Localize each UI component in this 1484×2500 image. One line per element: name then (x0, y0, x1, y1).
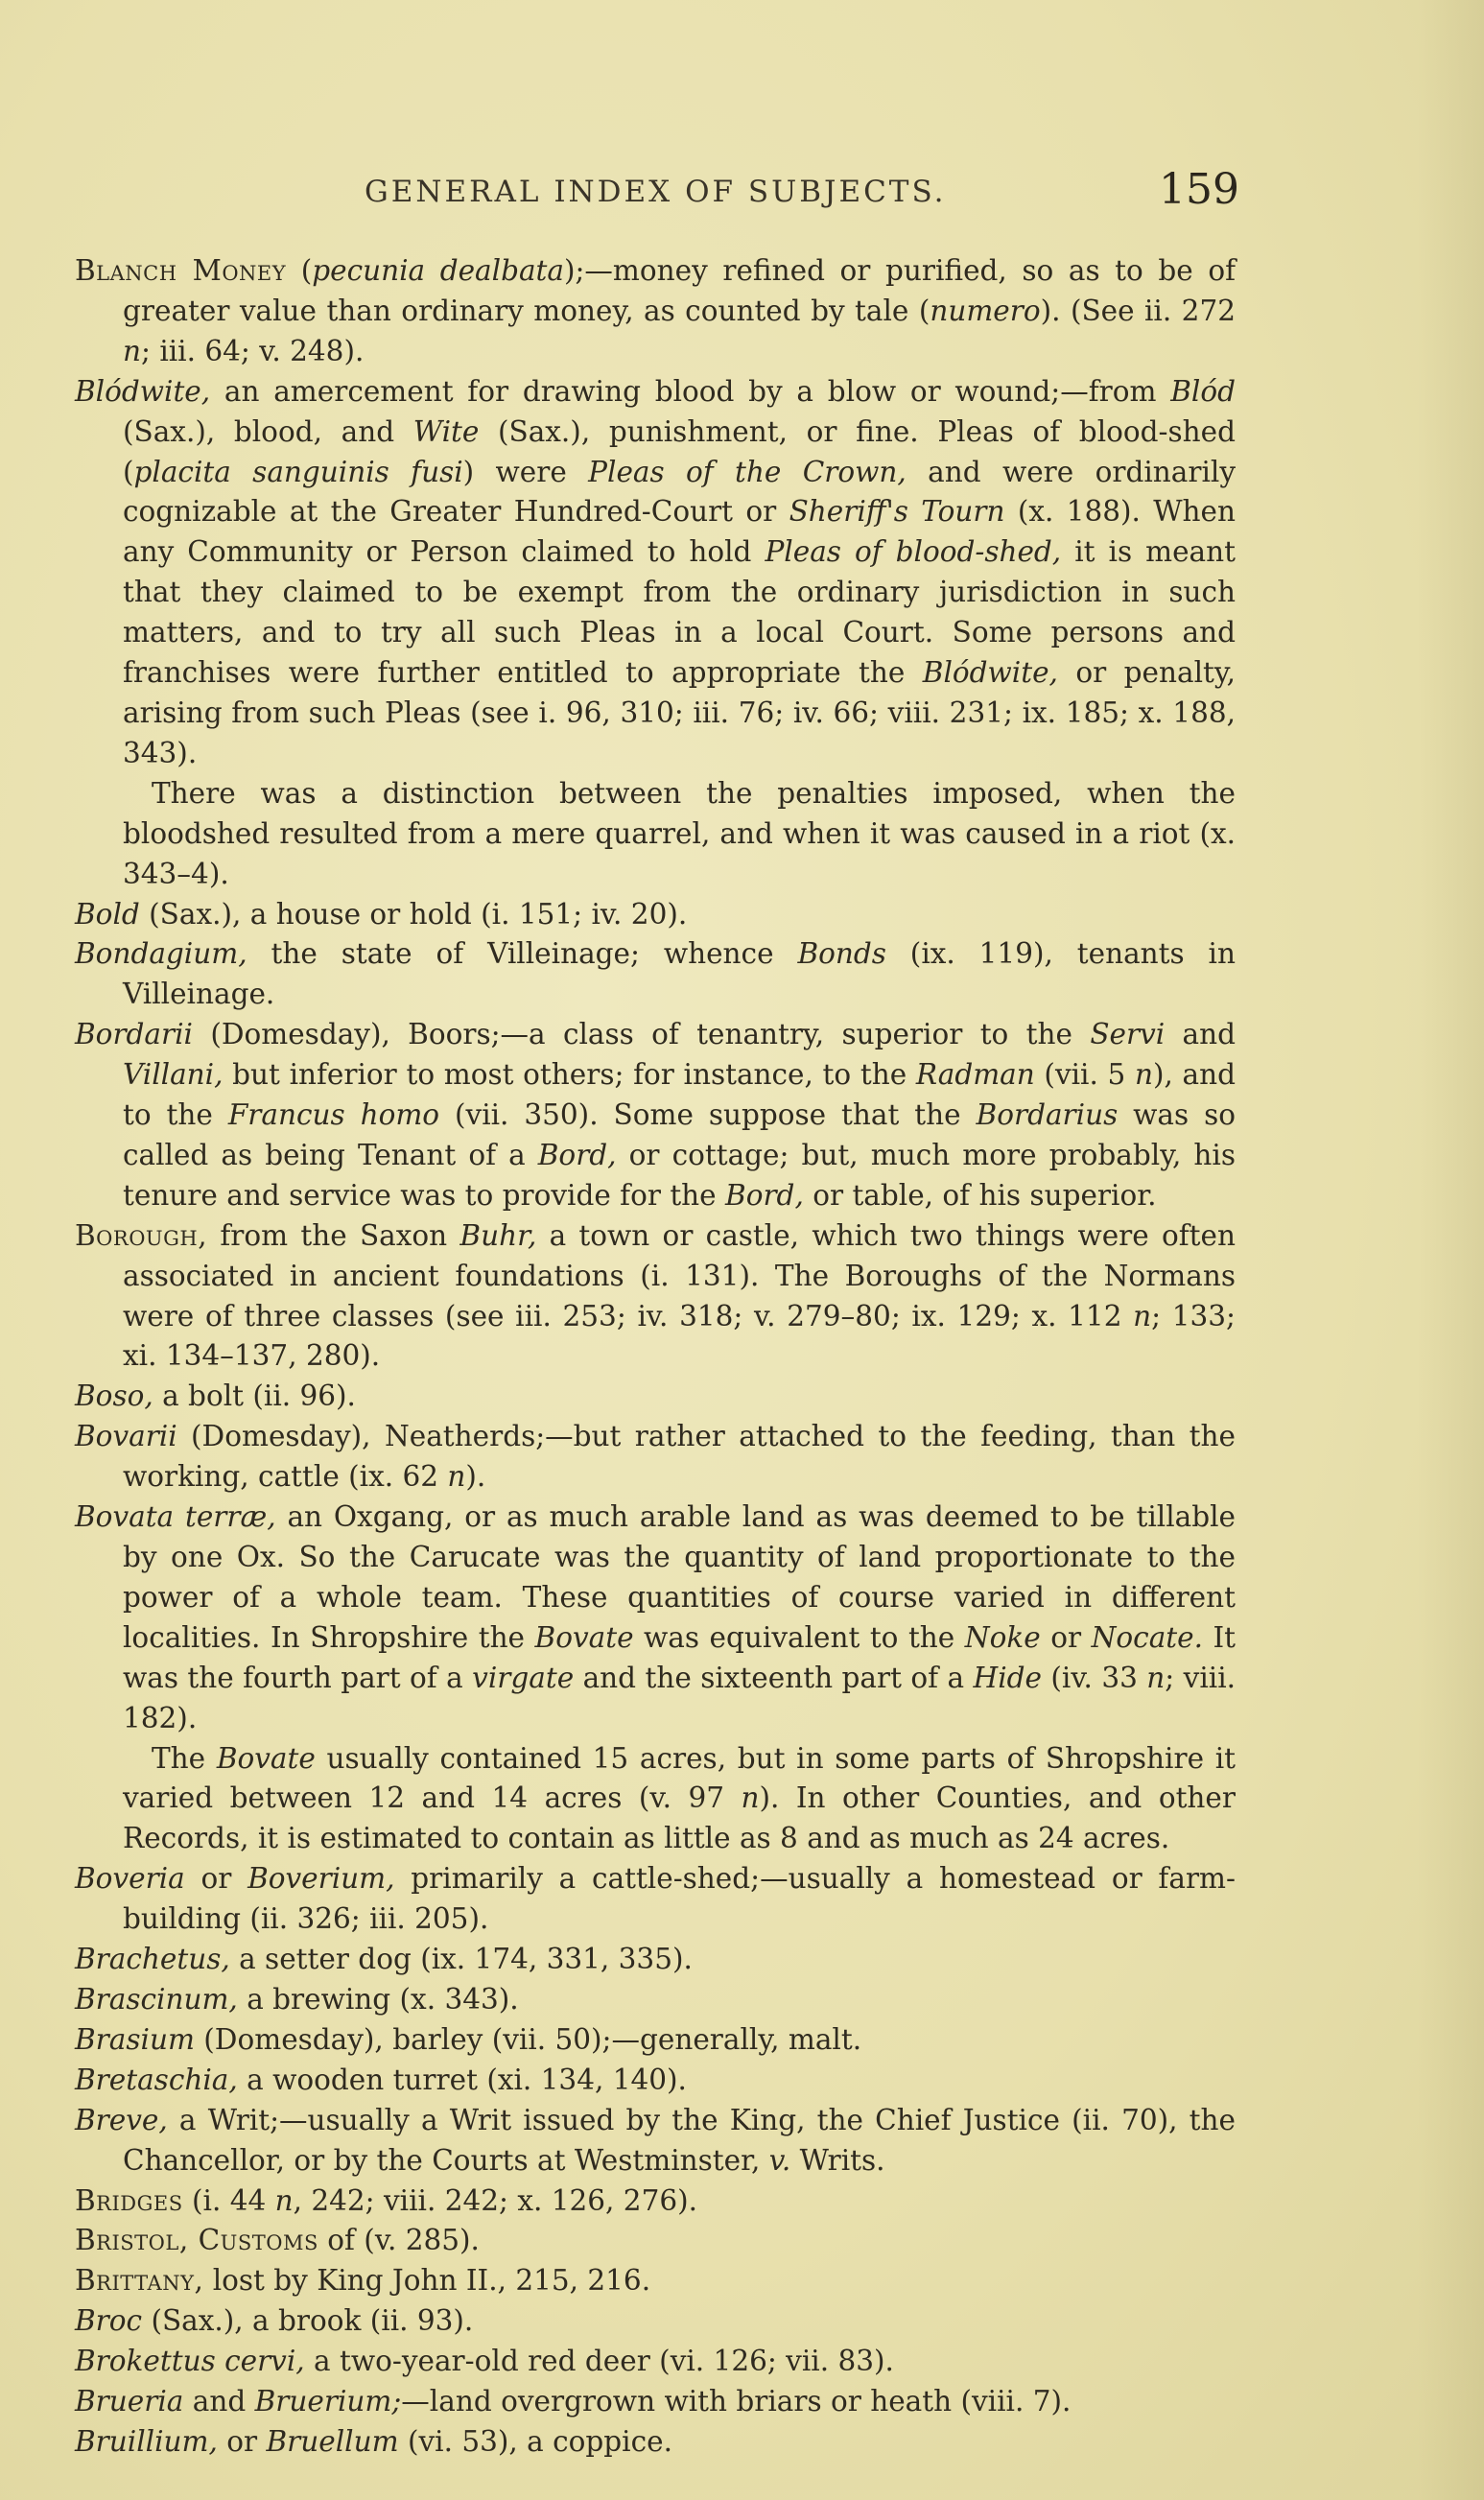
index-text: Bruellum (266, 2424, 399, 2458)
index-text: (Domesday), Boors;—a class of tenantry, superior to the (192, 1018, 1091, 1051)
index-text: ; viii. 182). (123, 1661, 1237, 1734)
index-entry (75, 1417, 1236, 1498)
index-headword: Brasium (75, 2022, 195, 2056)
index-entry (75, 895, 1236, 935)
index-text: Blódwite, (922, 656, 1058, 690)
index-entry (75, 1498, 1236, 1738)
index-text: Bonds (797, 937, 886, 971)
index-headword: Borough, (75, 1218, 208, 1252)
index-headword: Bretaschia, (75, 2063, 238, 2096)
index-text: an Oxgang, or as much arable land as was deemed to be tillable by one Ox. So the Carucate was the quantity of land proportionate to the power of a whole team. These quantities of course varied in different localities. In Shropshire the (123, 1500, 1237, 1654)
index-headword: Boso, (75, 1380, 153, 1413)
index-text: Nocate. (1091, 1620, 1203, 1654)
index-headword: Bovarii (75, 1420, 177, 1453)
index-text: placita sanguinis fusi (133, 455, 463, 488)
index-text: ( (286, 254, 313, 287)
index-text: Bruerium; (254, 2385, 402, 2418)
index-text: a wooden turret (xi. 134, 140). (237, 2063, 687, 2096)
index-text: Pleas of the Crown, (588, 455, 907, 488)
index-text: Francus homo (227, 1098, 440, 1132)
index-text: (Domesday), barley (vii. 50);—generally, malt. (194, 2022, 862, 2056)
index-text: a town or castle, which two things were often associated in ancient foundations (i. 131). The Boroughs of the Normans were of three classes (see iii. 253; iv. 318; v. 279–80; ix. 129; x. 112 (123, 1218, 1236, 1333)
index-entry (75, 2261, 1236, 2301)
running-head: GENERAL INDEX OF SUBJECTS. (365, 175, 947, 209)
index-text: n (1146, 1661, 1166, 1694)
index-text: n (274, 2183, 294, 2217)
index-text: numero (930, 294, 1041, 327)
index-text: The (152, 1741, 217, 1775)
index-text: Bord, (537, 1138, 617, 1171)
index-text: ) were (462, 455, 589, 488)
index-text: (vii. 5 (1034, 1058, 1135, 1092)
index-text: a Writ;—usually a Writ issued by the King, the Chief Justice (ii. 70), the Chancellor, or by the Courts at Westminster, (123, 2103, 1236, 2177)
index-entry-continuation (75, 774, 1236, 895)
index-headword: Boveria (75, 1862, 185, 1896)
index-headword: Blanch Money (75, 254, 287, 287)
index-text: a brewing (x. 343). (237, 1982, 519, 2016)
index-text: (Sax.), punishment, or fine. Pleas of blood-shed ( (123, 414, 1236, 488)
index-text: ). (465, 1460, 486, 1494)
index-text: Sheriff's Tourn (789, 495, 1005, 529)
index-text: or cottage; but, much more probably, his tenure and service was to provide for the (123, 1138, 1236, 1212)
index-entry (75, 1015, 1236, 1216)
page-fold-shadow (1417, 0, 1484, 2500)
index-text: of (v. 285). (318, 2224, 480, 2257)
index-text: (Sax.), a house or hold (i. 151; iv. 20). (139, 897, 688, 931)
index-entry (75, 1377, 1236, 1417)
index-text: );—money refined or purified, so as to be of greater value than ordinary money, as counted by tale ( (123, 254, 1236, 327)
index-entry (75, 2221, 1236, 2261)
index-text: It was the fourth part of a (123, 1620, 1236, 1694)
index-headword: Bovata terræ, (75, 1500, 276, 1534)
index-text: a bolt (ii. 96). (153, 1380, 356, 1413)
index-entry (75, 934, 1236, 1015)
index-text: There was a distinction between the penalties imposed, when the bloodshed resulted from a mere quarrel, and when it was caused in a riot (x. 343–4). (123, 776, 1236, 890)
index-text: primarily a cattle-shed;—usually a homestead or farm-building (ii. 326; iii. 205). (123, 1862, 1236, 1936)
index-text: Villani, (123, 1058, 224, 1092)
index-entry (75, 1859, 1236, 1940)
index-text: Blód (1170, 374, 1236, 408)
index-text: but inferior to most others; for instance, to the (223, 1058, 916, 1092)
index-headword: Blódwite, (75, 374, 211, 408)
index-text: and were ordinarily cognizable at the Greater Hundred-Court or (123, 455, 1236, 529)
index-text: , 242; viii. 242; x. 126, 276). (293, 2183, 697, 2217)
index-text: the state of Villeinage; whence (247, 937, 798, 971)
index-text: and (183, 2385, 255, 2418)
index-headword: Bridges (75, 2183, 183, 2217)
index-headword: Bold (75, 897, 140, 931)
index-text: or (184, 1862, 248, 1896)
index-text: n (447, 1460, 466, 1494)
index-text: and the sixteenth part of a (574, 1661, 974, 1694)
index-headword: Brittany, (75, 2264, 204, 2298)
index-text: Bovate (534, 1620, 634, 1654)
index-text: ). (See ii. 272 (1040, 294, 1236, 327)
index-entries (75, 251, 1236, 2463)
index-text: —land overgrown with briars or heath (viii. 7). (401, 2385, 1072, 2418)
index-text: ). In other Counties, and other Records, it is estimated to contain as little as 8 and as much as 24 acres. (123, 1781, 1236, 1855)
index-text: ; 133; xi. 134–137, 280). (123, 1299, 1236, 1373)
index-entry-continuation (75, 1739, 1236, 1860)
index-text: or table, of his superior. (803, 1178, 1157, 1212)
index-text: from the Saxon (207, 1218, 460, 1252)
index-text: v. (768, 2143, 791, 2177)
index-headword: Brueria (75, 2385, 184, 2418)
index-text: n (741, 1781, 760, 1815)
index-headword: Bondagium, (75, 937, 247, 971)
index-text: Hide (973, 1661, 1042, 1694)
index-text: Boverium, (247, 1862, 395, 1896)
index-headword: Bordarii (75, 1018, 193, 1051)
index-entry (75, 251, 1236, 372)
index-text: or (217, 2424, 267, 2458)
index-headword: Brascinum, (75, 1982, 238, 2016)
index-text: (vi. 53), a coppice. (398, 2424, 672, 2458)
index-text: pecunia dealbata (312, 254, 564, 287)
index-entry (75, 2301, 1236, 2342)
index-text: or penalty, arising from such Pleas (see i. 96, 310; iii. 76; iv. 66; viii. 231; ix. 185; x. 188, 343). (123, 656, 1236, 769)
index-text: (vii. 350). Some suppose that the (439, 1098, 977, 1132)
index-text: (x. 188). When any Community or Person claimed to hold (123, 495, 1236, 569)
index-entry (75, 2342, 1236, 2382)
index-text: (iv. 33 (1041, 1661, 1147, 1694)
index-text: Bordarius (976, 1098, 1119, 1132)
index-headword: Brachetus, (75, 1943, 230, 1976)
index-text: (Sax.), a brook (ii. 93). (142, 2304, 474, 2338)
index-text: Buhr, (459, 1218, 537, 1252)
index-text: (Domesday), Neatherds;—but rather attached to the feeding, than the working, cattle (ix. 62 (123, 1420, 1236, 1494)
index-text: or (1040, 1620, 1092, 1654)
index-text: n (1134, 1058, 1153, 1092)
index-text: Wite (412, 414, 480, 448)
index-headword: Bristol, Customs (75, 2224, 318, 2257)
index-text: Radman (915, 1058, 1035, 1092)
index-entry (75, 1940, 1236, 1980)
index-text: a two-year-old red deer (vi. 126; vii. 83). (304, 2345, 894, 2378)
index-text: usually contained 15 acres, but in some parts of Shropshire it varied between 12 and 14 acres (v. 97 (123, 1741, 1236, 1815)
index-entry (75, 2061, 1236, 2101)
index-text: virgate (472, 1661, 575, 1694)
index-text: a setter dog (ix. 174, 331, 335). (229, 1943, 693, 1976)
index-text: lost by King John II., 215, 216. (203, 2264, 651, 2298)
index-text: was equivalent to the (633, 1620, 965, 1654)
index-entry (75, 2182, 1236, 2222)
index-text: it is meant that they claimed to be exempt from the ordinary jurisdiction in such matters, and to try all such Pleas in a local Court. Some persons and franchises were further entitled to appropriate the (123, 535, 1236, 690)
index-text: ), and to the (123, 1058, 1236, 1132)
index-entry (75, 1980, 1236, 2020)
page-header (0, 165, 1484, 223)
index-entry (75, 1216, 1236, 1378)
index-text: Bovate (216, 1741, 316, 1775)
index-headword: Broc (75, 2304, 143, 2338)
index-headword: Breve, (75, 2103, 168, 2136)
index-text: n (123, 334, 141, 367)
index-text: Noke (964, 1620, 1041, 1654)
index-text: (i. 44 (182, 2183, 275, 2217)
index-text: n (1133, 1299, 1152, 1333)
index-entry (75, 372, 1236, 774)
index-entry (75, 2101, 1236, 2182)
index-headword: Brokettus cervi, (75, 2345, 305, 2378)
page-number: 159 (1159, 165, 1239, 214)
index-text: (Sax.), blood, and (123, 414, 413, 448)
index-text: Pleas of blood-shed, (765, 535, 1062, 569)
index-text: Servi (1090, 1018, 1166, 1051)
index-text: Bord, (725, 1178, 804, 1212)
index-text: was so called as being Tenant of a (123, 1098, 1236, 1171)
index-text: (ix. 119), tenants in Villeinage. (123, 937, 1236, 1011)
index-text: ; iii. 64; v. 248). (141, 334, 365, 367)
index-entry (75, 2422, 1236, 2463)
index-text: and (1165, 1018, 1236, 1051)
index-entry (75, 2020, 1236, 2061)
index-headword: Bruillium, (75, 2424, 218, 2458)
index-text: Writs. (790, 2143, 885, 2177)
index-entry (75, 2382, 1236, 2422)
index-text: an amercement for drawing blood by a blow or wound;—from (210, 374, 1171, 408)
